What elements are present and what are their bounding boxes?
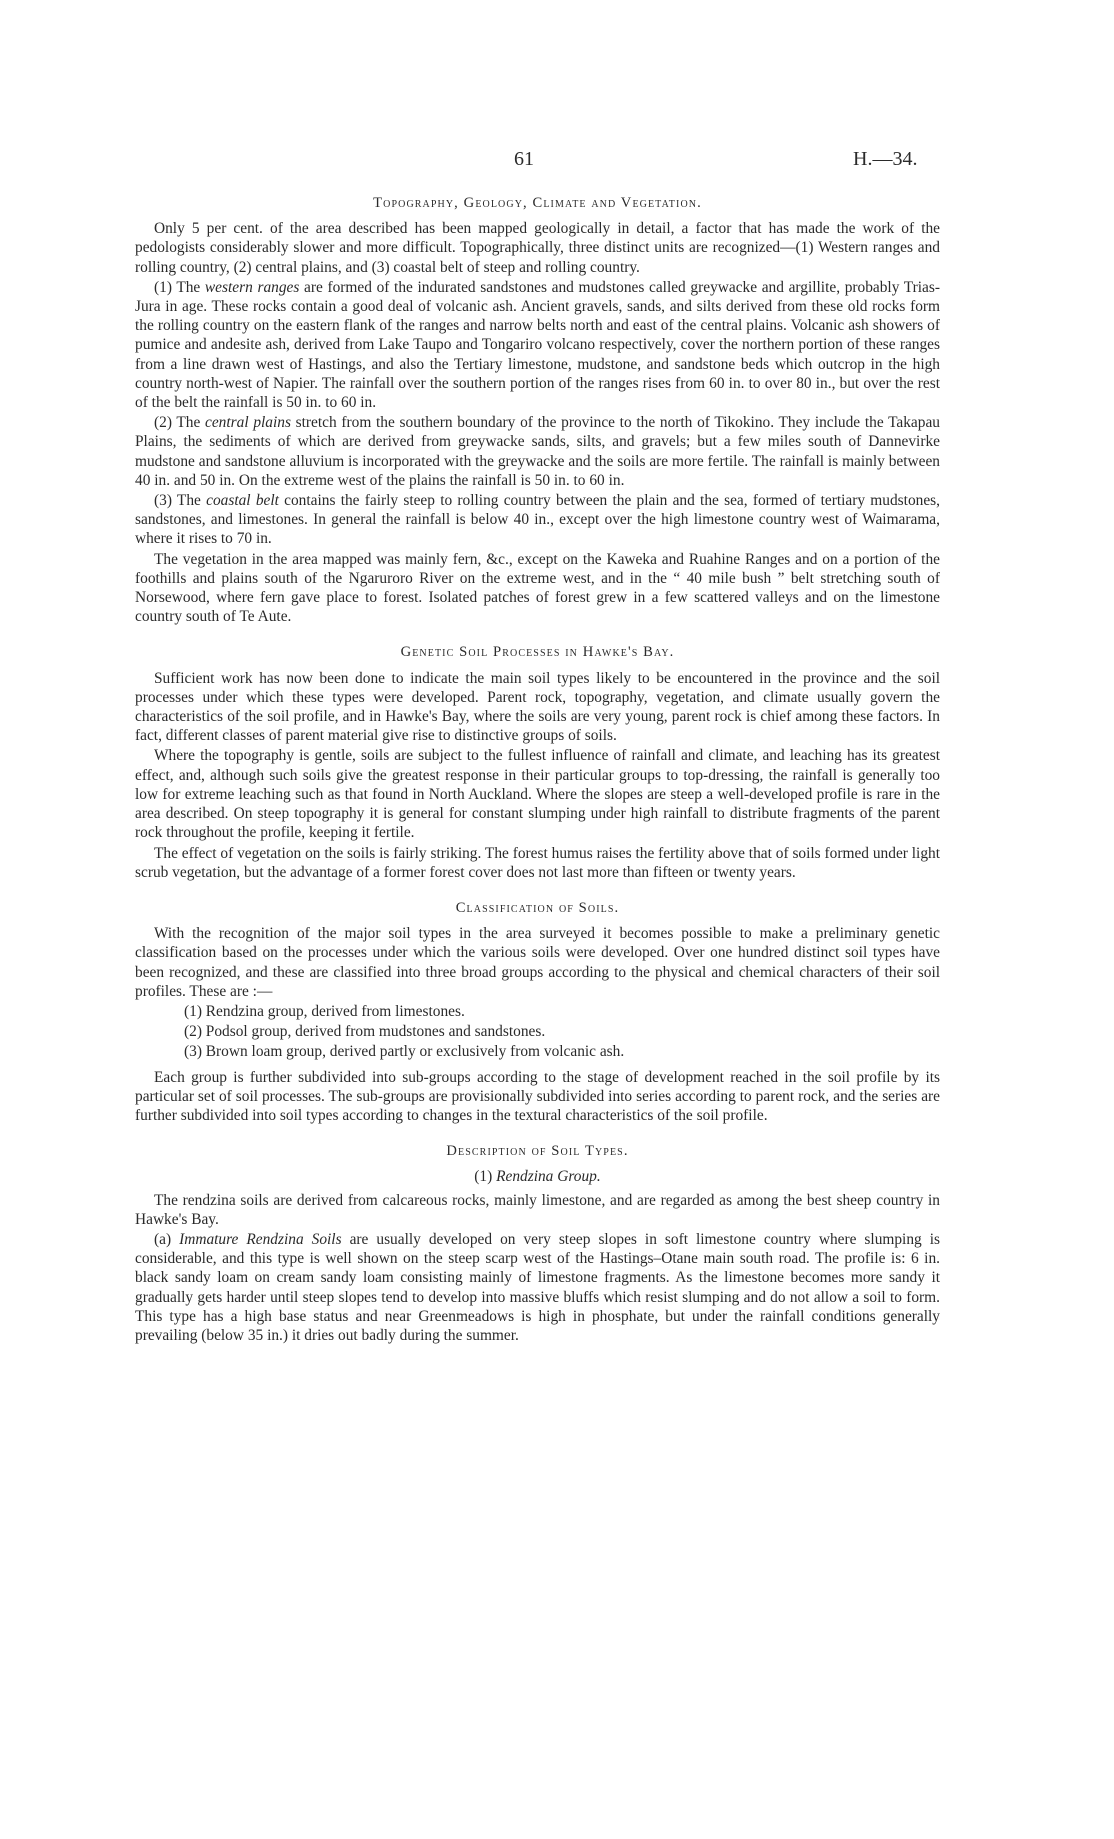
paragraph: With the recognition of the major soil types in the area surveyed it becomes possible to make a preliminary genetic classification based on the processes under which the various soils were developed. Over one hundred distinct soil types have been recognized, and these are classified into three broad groups according to the physical and chemical characters of their soil profiles. These are :— <box>135 925 940 1000</box>
paragraph: Where the topography is gentle, soils are subject to the fullest influence of rainfall and climate, and leaching has its greatest effect, and, although such soils give the greatest response in their particular groups to top-dressing, the rainfall is generally too low for extreme leaching such as that found in North Auckland. Where the slopes are steep a well-developed profile is rare in the area described. On steep topography it is general for constant slumping under high rainfall to distribute fragments of the parent rock throughout the profile, keeping it fertile. <box>135 747 940 842</box>
paragraph: (3) The coastal belt contains the fairly steep to rolling country between the plain and the sea, formed of tertiary mudstones, sandstones, and limestones. In general the rainfall is below 40 in., except over the high limestone country west of Waimarama, where it rises to 70 in. <box>135 492 940 548</box>
section-heading: Classification of Soils. <box>455 899 620 916</box>
list-item: (1) Rendzina group, derived from limestones. <box>184 1002 465 1020</box>
list-item: (3) Brown loam group, derived partly or exclusively from volcanic ash. <box>184 1043 625 1061</box>
paragraph: (2) The central plains stretch from the southern boundary of the province to the north of Tikokino. They include the Takapau Plains, the sediments of which are derived from greywacke sands, silts, and gravels; but a few miles south of Dannevirke mudstone and sandstone alluvium is incorporated with the greywacke and the soils are more fertile. The rainfall is mainly between 40 in. and 50 in. On the extreme west of the plains the rainfall is 50 in. to 60 in. <box>135 414 940 489</box>
section-heading: Topography, Geology, Climate and Vegetation. <box>373 195 702 211</box>
paragraph: Only 5 per cent. of the area described has been mapped geologically in detail, a factor that has made the work of the pedologists considerably slower and more difficult. Topographically, three distinct units are recognized—(1) Western ranges and rolling country, (2) central plains, and (3) coastal belt of steep and rolling country. <box>135 220 940 276</box>
section-heading: Genetic Soil Processes in Hawke's Bay. <box>400 644 675 661</box>
page-number: 61 <box>514 148 534 170</box>
soil-group-list <box>184 1002 940 1062</box>
list-item: (2) Podsol group, derived from mudstones and sandstones. <box>184 1023 546 1041</box>
paragraph: Each group is further subdivided into sub-groups according to the stage of development reached in the soil profile by its particular set of soil processes. The sub-groups are provisionally subdivided into series according to parent rock, and the series are further subdivided into soil types according to changes in the textural characteristics of the soil profile. <box>135 1068 940 1124</box>
paragraph: (1) The western ranges are formed of the indurated sandstones and mudstones called greywacke and argillite, probably Trias-Jura in age. These rocks contain a good deal of volcanic ash. Ancient gravels, sands, and silts derived from these old rocks form the rolling country on the eastern flank of the ranges and narrow belts north and east of the central plains. Volcanic ash showers of pumice and andesite ash, derived from Lake Taupo and Tongariro volcano respectively, cover the northern portion of these ranges from a line drawn west of Hastings, and also the Tertiary limestone, mudstone, and sandstone beds which outcrop in the high country north-west of Napier. The rainfall over the southern portion of the ranges rises from 60 in. to over 80 in., but over the rest of the belt the rainfall is 50 in. to 60 in. <box>135 278 940 412</box>
paragraph: The vegetation in the area mapped was mainly fern, &c., except on the Kaweka and Ruahine Ranges and on a portion of the foothills and plains south of the Ngaruroro River on the extreme west, and in the “ 40 mile bush ” belt stretching south of Norsewood, where fern gave place to forest. Isolated patches of forest grew in a few scattered valleys and on the limestone country south of Te Aute. <box>135 550 940 626</box>
sub-heading: (1) Rendzina Group. <box>474 1168 601 1186</box>
document-reference: H.—34. <box>853 148 918 170</box>
document-body <box>135 194 940 1346</box>
paragraph: Sufficient work has now been done to indicate the main soil types likely to be encountered in the province and the soil processes under which these types were developed. Parent rock, topography, vegetation, and climate usually govern the characteristics of the soil profile, and in Hawke's Bay, where the soils are very young, parent rock is chief among these factors. In fact, different classes of parent material give rise to distinctive groups of soils. <box>135 669 940 745</box>
paragraph: The rendzina soils are derived from calcareous rocks, mainly limestone, and are regarded as among the best sheep country in Hawke's Bay. <box>135 1191 940 1228</box>
paragraph: The effect of vegetation on the soils is fairly striking. The forest humus raises the fertility above that of soils formed under light scrub vegetation, but the advantage of a former forest cover does not last more than fifteen or twenty years. <box>135 844 940 881</box>
paragraph: (a) Immature Rendzina Soils are usually developed on very steep slopes in soft limestone country where slumping is considerable, and this type is well shown on the steep scarp west of the Hastings–Otane main south road. The profile is: 6 in. black sandy loam on cream sandy loam consisting mainly of limestone fragments. As the limestone becomes more sandy it gradually gets harder until steep slopes tend to develop into massive bluffs which resist slumping and do not allow a soil to form. This type has a high base status and near Greenmeadows is high in phosphate, but under the rainfall conditions generally prevailing (below 35 in.) it dries out badly during the summer. <box>135 1230 940 1344</box>
section-heading: Description of Soil Types. <box>446 1143 629 1160</box>
